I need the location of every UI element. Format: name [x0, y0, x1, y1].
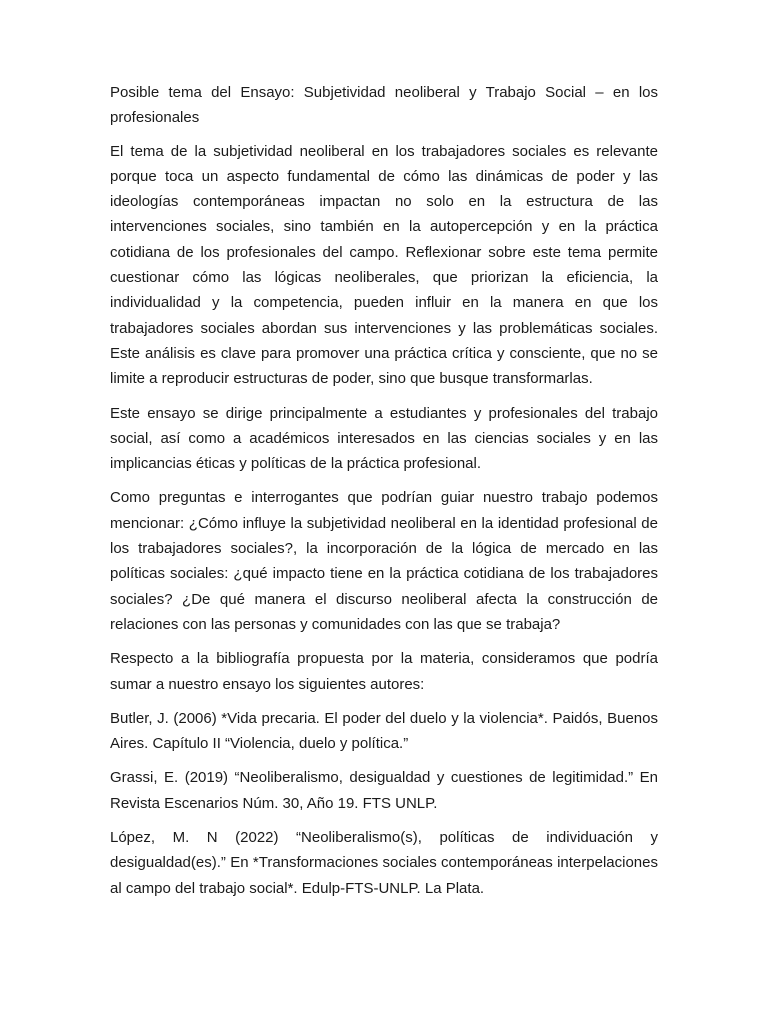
reference-butler: Butler, J. (2006) *Vida precaria. El poder del duelo y la violencia*. Paidós, Buenos Aires. Capítulo II “Violencia, duelo y política.” — [110, 709, 658, 753]
reference-grassi: Grassi, E. (2019) “Neoliberalismo, desigualdad y cuestiones de legitimidad.” En Revista Escenarios Núm. 30, Año 19. FTS UNLP. — [110, 769, 658, 812]
paragraph-relevance: El tema de la subjetividad neoliberal en los trabajadores sociales es relevante porque toca un aspecto fundamental de cómo las dinámicas de poder y las ideologías contemporáneas impactan no solo en la estructura de las intervenciones sociales, sino también en la autopercepción y en la práctica cotidiana de los profesionales del campo. Reflexionar sobre este tema permite cuestionar cómo las lógicas neoliberales, que priorizan la eficiencia, la individualidad y la competencia, pueden influir en la manera en que los trabajadores sociales abordan sus intervenciones y las problemáticas sociales. Este análisis es clave para promover una práctica crítica y consciente, que no se limite a reproducir estructuras de poder, sino que busque transformarlas. — [110, 142, 658, 388]
essay-topic: Posible tema del Ensayo: Subjetividad neoliberal y Trabajo Social – en los profesionales — [110, 84, 658, 127]
reference-lopez: López, M. N (2022) “Neoliberalismo(s), políticas de individuación y desigualdad(es).” En *Transformaciones sociales contemporáneas interpelaciones al campo del trabajo social*. Edulp-FTS-UNLP. La Plata. — [110, 829, 658, 897]
paragraph-bibliography-intro: Respecto a la bibliografía propuesta por la materia, consideramos que podría sumar a nuestro ensayo los siguientes autores: — [110, 650, 658, 693]
paragraph-audience: Este ensayo se dirige principalmente a estudiantes y profesionales del trabajo social, así como a académicos interesados en las ciencias sociales y en las implicancias éticas y políticas de la práctica profesional. — [110, 404, 658, 473]
paragraph-questions: Como preguntas e interrogantes que podrían guiar nuestro trabajo podemos mencionar: ¿Cómo influye la subjetividad neoliberal en la identidad profesional de los trabajadores sociales?, la incorporación de la lógica de mercado en las políticas sociales: ¿qué impacto tiene en la práctica cotidiana de los trabajadores sociales? ¿De qué manera el discurso neoliberal afecta la construcción de relaciones con las personas y comunidades con las que se trabaja? — [110, 489, 658, 633]
document-page — [110, 80, 658, 910]
